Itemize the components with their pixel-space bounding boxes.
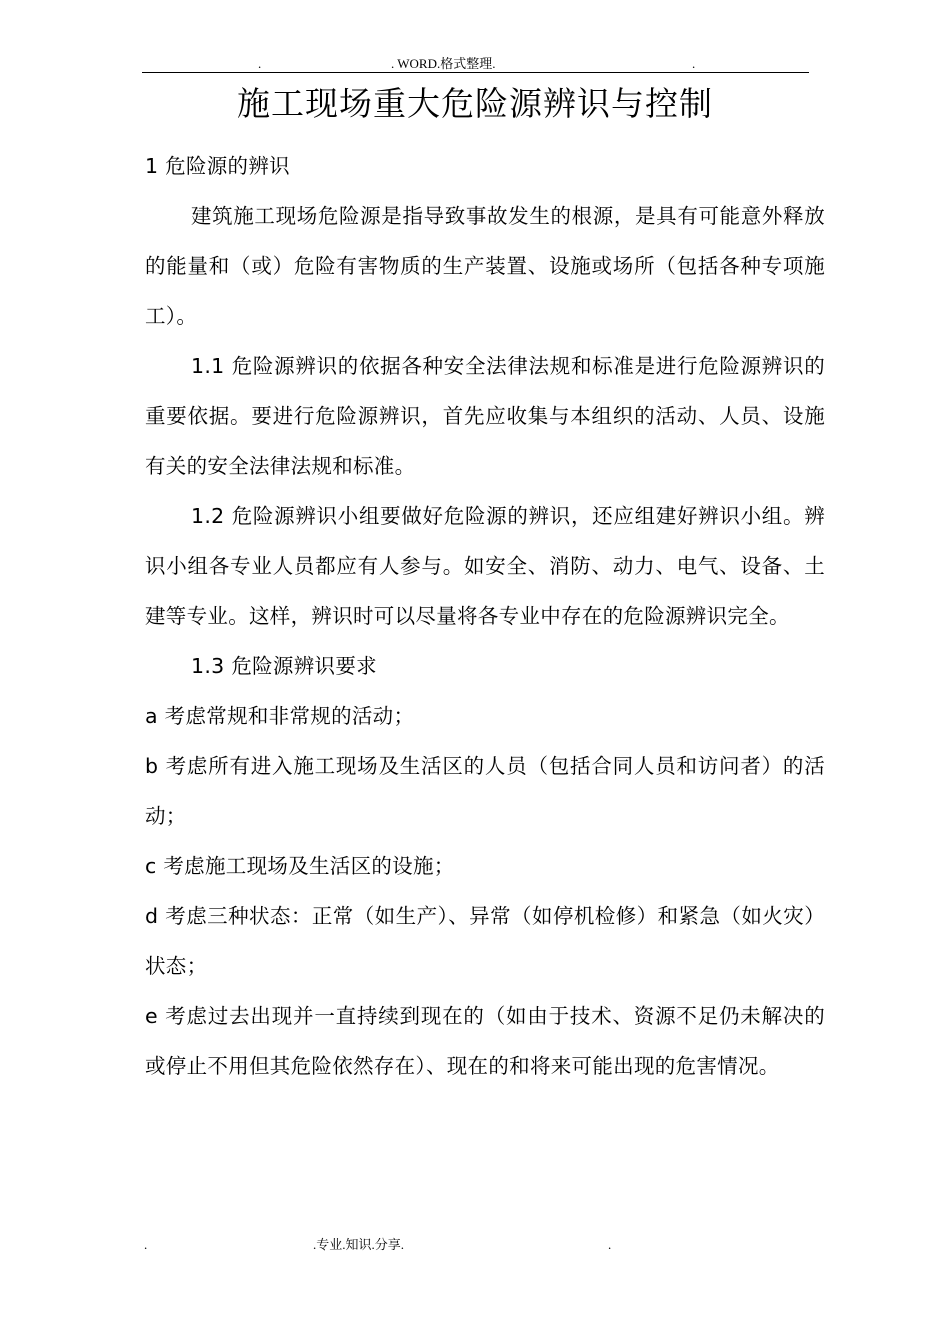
list-item-e: e 考虑过去出现并一直持续到现在的（如由于技术、资源不足仍未解决的或停止不用但其危险依然存在）、现在的和将来可能出现的危害情况。 [145,1004,825,1078]
list-item-c: c 考虑施工现场及生活区的设施； [145,854,455,878]
header-right-mark: . [692,56,696,71]
paragraph-1-3: 1.3 危险源辨识要求 [191,654,377,678]
list-item-b: b 考虑所有进入施工现场及生活区的人员（包括合同人员和访问者）的活动； [145,754,825,828]
footer-right-mark: . [608,1237,612,1252]
section-heading: 1 危险源的辨识 [145,154,290,178]
document-title: 施工现场重大危险源辨识与控制 [237,84,713,123]
document-body [145,141,825,1091]
page-footer [142,1236,809,1254]
header-text: . WORD.格式整理. [391,56,496,71]
paragraph-1-1: 1.1 危险源辨识的依据各种安全法律法规和标准是进行危险源辨识的重要依据。要进行危险源辨识，首先应收集与本组织的活动、人员、设施有关的安全法律法规和标准。 [145,354,825,478]
list-item-a: a 考虑常规和非常规的活动； [145,704,415,728]
page-header [142,55,809,73]
intro-paragraph: 建筑施工现场危险源是指导致事故发生的根源，是具有可能意外释放的能量和（或）危险有害物质的生产装置、设施或场所（包括各种专项施工）。 [145,204,825,328]
header-rule [142,72,809,73]
list-item-d: d 考虑三种状态：正常（如生产）、异常（如停机检修）和紧急（如火灾）状态； [145,904,825,978]
footer-text: .专业.知识.分享. [313,1237,405,1252]
footer-left-mark: . [144,1237,148,1252]
paragraph-1-2: 1.2 危险源辨识小组要做好危险源的辨识，还应组建好辨识小组。辨识小组各专业人员都应有人参与。如安全、消防、动力、电气、设备、土建等专业。这样，辨识时可以尽量将各专业中存在的危险源辨识完全。 [145,504,825,628]
header-left-mark: . [258,56,262,71]
